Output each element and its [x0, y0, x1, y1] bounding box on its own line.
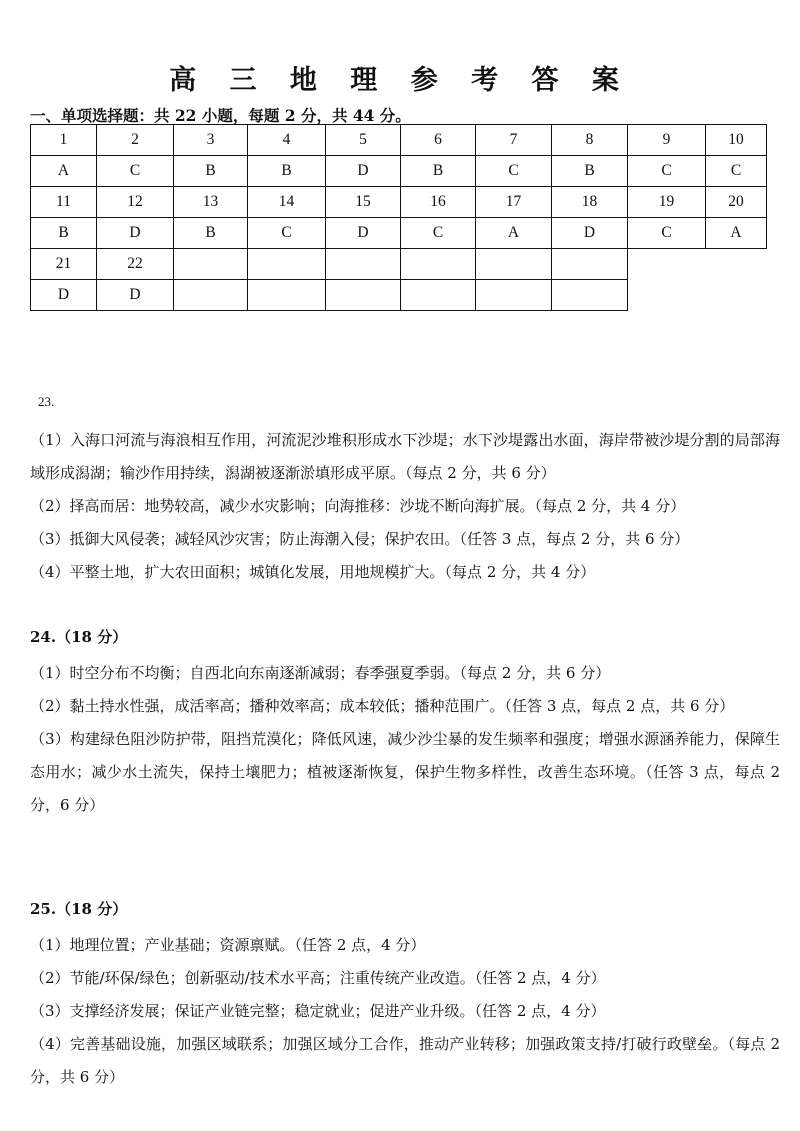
blank-cell [628, 280, 706, 311]
answer-item: （2）择高而居：地势较高，减少水灾影响；向海推移：沙垅不断向海扩展。（每点 2 分，共 4 分） [30, 497, 686, 515]
question-24-heading: 24.（18 分） [30, 628, 128, 646]
answer-item: （4）平整土地，扩大农田面积；城镇化发展，用地规模扩大。（每点 2 分，共 4 分） [30, 563, 596, 581]
question-23-number: 23. [38, 394, 55, 409]
question-23-answers [30, 424, 780, 589]
answer-cell: D [97, 280, 174, 311]
answer-cell: C [706, 156, 767, 187]
answer-cell: B [401, 156, 476, 187]
question-number: 12 [97, 187, 174, 218]
empty-cell [174, 280, 248, 311]
answer-item: （3）支撑经济发展；保证产业链完整；稳定就业；促进产业升级。（任答 2 点，4 分） [30, 1002, 606, 1020]
empty-cell [174, 249, 248, 280]
answer-item: （2）节能/环保/绿色；创新驱动/技术水平高；注重传统产业改造。（任答 2 点，4 分） [30, 969, 606, 987]
table-row-numbers [31, 125, 767, 156]
empty-cell [248, 280, 326, 311]
blank-cell [628, 249, 706, 280]
question-number: 9 [628, 125, 706, 156]
question-24-answers [30, 657, 780, 822]
empty-cell [248, 249, 326, 280]
question-number: 22 [97, 249, 174, 280]
question-number: 13 [174, 187, 248, 218]
answer-cell: C [248, 218, 326, 249]
answer-cell: D [326, 156, 401, 187]
question-number: 1 [31, 125, 97, 156]
question-25-heading: 25.（18 分） [30, 900, 128, 918]
answer-cell: C [401, 218, 476, 249]
empty-cell [401, 280, 476, 311]
question-number: 11 [31, 187, 97, 218]
table-row-answers [31, 280, 767, 311]
table-row-answers [31, 156, 767, 187]
answer-item: （1）入海口河流与海浪相互作用，河流泥沙堆积形成水下沙堤；水下沙堤露出水面，海岸带被沙堤分割的局部海域形成潟湖；输沙作用持续，潟湖被逐渐淤填形成平原。（每点 2 分，共 6 分） [30, 431, 780, 482]
question-number: 18 [552, 187, 628, 218]
answer-cell: B [31, 218, 97, 249]
question-number: 21 [31, 249, 97, 280]
table-row-numbers [31, 187, 767, 218]
question-number: 20 [706, 187, 767, 218]
blank-cell [706, 280, 767, 311]
empty-cell [326, 280, 401, 311]
question-number: 17 [476, 187, 552, 218]
empty-cell [476, 249, 552, 280]
question-25-answers [30, 929, 780, 1094]
page-title: 高 三 地 理 参 考 答 案 [169, 65, 631, 96]
answer-item: （2）黏土持水性强，成活率高；播种效率高；成本较低；播种范围广。（任答 3 点，每点 2 点，共 6 分） [30, 697, 735, 715]
answer-table [30, 124, 767, 311]
blank-cell [706, 249, 767, 280]
question-number: 2 [97, 125, 174, 156]
answer-cell: A [706, 218, 767, 249]
answer-cell: B [552, 156, 628, 187]
section1-heading: 一、单项选择题：共 22 小题，每题 2 分，共 44 分。 [30, 106, 411, 125]
answer-cell: D [552, 218, 628, 249]
question-number: 8 [552, 125, 628, 156]
answer-item: （4）完善基础设施，加强区域联系；加强区域分工合作，推动产业转移；加强政策支持/打破行政壁垒。（每点 2 分，共 6 分） [30, 1035, 780, 1086]
answer-item: （1）时空分布不均衡；自西北向东南逐渐减弱；春季强夏季弱。（每点 2 分，共 6 分） [30, 664, 611, 682]
answer-cell: B [174, 156, 248, 187]
question-number: 15 [326, 187, 401, 218]
answer-cell: A [31, 156, 97, 187]
answer-cell: C [97, 156, 174, 187]
answer-cell: B [174, 218, 248, 249]
question-number: 14 [248, 187, 326, 218]
answer-cell: C [628, 156, 706, 187]
question-number: 5 [326, 125, 401, 156]
answer-cell: A [476, 218, 552, 249]
answer-cell: D [31, 280, 97, 311]
question-number: 3 [174, 125, 248, 156]
empty-cell [552, 249, 628, 280]
question-number: 10 [706, 125, 767, 156]
answer-item: （3）抵御大风侵袭；减轻风沙灾害；防止海潮入侵；保护农田。（任答 3 点，每点 2 分，共 6 分） [30, 530, 690, 548]
answer-cell: C [476, 156, 552, 187]
empty-cell [326, 249, 401, 280]
empty-cell [401, 249, 476, 280]
question-number: 6 [401, 125, 476, 156]
empty-cell [552, 280, 628, 311]
answer-cell: D [326, 218, 401, 249]
answer-item: （3）构建绿色阻沙防护带，阻挡荒漠化；降低风速，减少沙尘暴的发生频率和强度；增强水源涵养能力，保障生态用水；减少水土流失，保持土壤肥力；植被逐渐恢复，保护生物多样性，改善生态环境。（任答 3 点，每点 2 分，6 分） [30, 730, 780, 814]
empty-cell [476, 280, 552, 311]
question-number: 7 [476, 125, 552, 156]
question-number: 19 [628, 187, 706, 218]
question-number: 4 [248, 125, 326, 156]
table-row-answers [31, 218, 767, 249]
question-number: 16 [401, 187, 476, 218]
table-row-numbers [31, 249, 767, 280]
answer-cell: B [248, 156, 326, 187]
answer-cell: D [97, 218, 174, 249]
answer-cell: C [628, 218, 706, 249]
answer-item: （1）地理位置；产业基础；资源禀赋。（任答 2 点，4 分） [30, 936, 426, 954]
